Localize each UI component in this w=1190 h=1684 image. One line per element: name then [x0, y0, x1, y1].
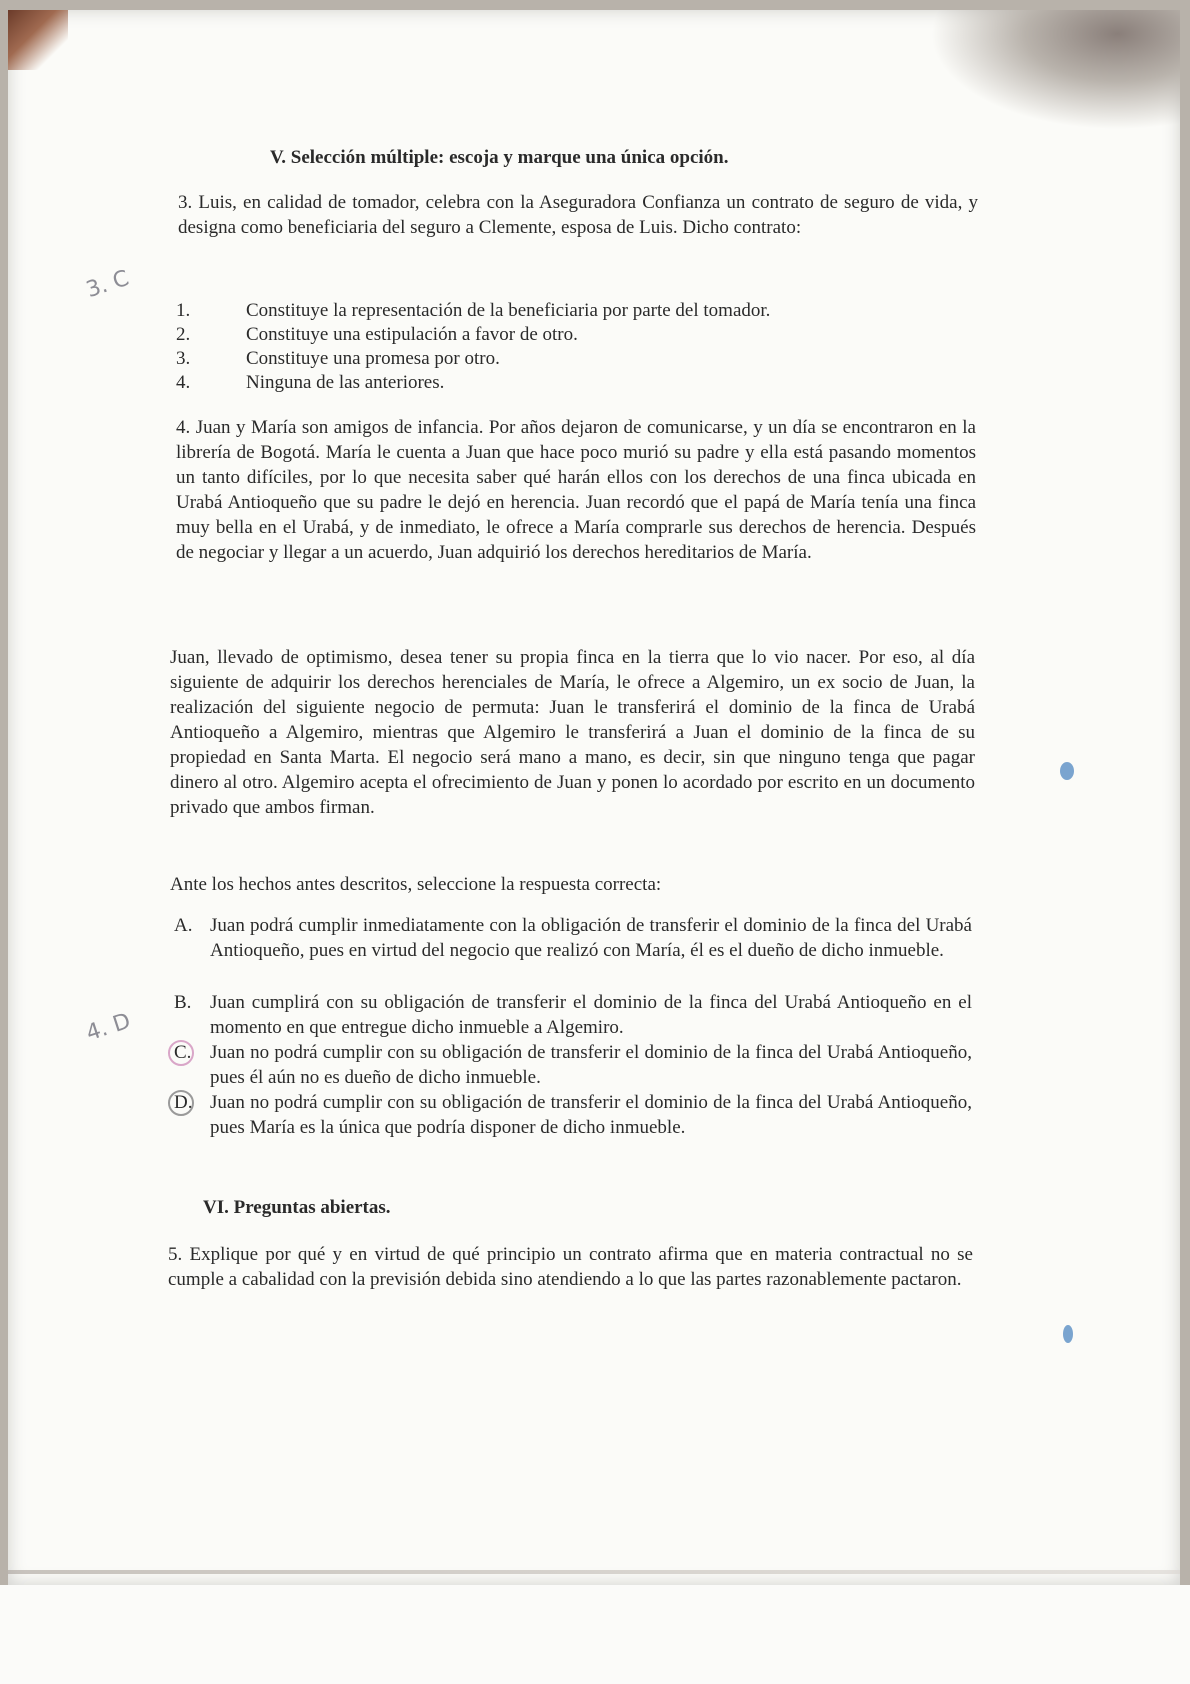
question-3-text: 3. Luis, en calidad de tomador, celebra con la Aseguradora Confianza un contrato de seguro de vida, y designa como beneficiaria del seguro a Clemente, esposa de Luis. Dicho contrato:	[178, 192, 978, 238]
section-vi-heading: VI. Preguntas abiertas.	[203, 1197, 391, 1218]
handwritten-answer-mark: 3. C	[83, 265, 133, 304]
q3-option-2	[176, 322, 976, 347]
question-4-paragraph-2: Juan, llevado de optimismo, desea tener su propia finca en la tierra que lo vio nacer. Por eso, al día siguiente de adquirir los derechos herenciales de María, le ofrece a Algemiro, un ex socio de Juan, la realización del siguiente negocio de permuta: Juan le transferirá el dominio de la finca de Urabá Antioqueño a Algemiro, mientras que Algemiro le transferirá a Juan el dominio de la finca de su propiedad en Santa Marta. El negocio será mano a mano, es decir, sin que ninguno tenga que pagar dinero al otro. Algemiro acepta el ofrecimiento de Juan y ponen lo acordado por escrito en un documento privado que ambos firman.	[170, 647, 975, 818]
question-5-text: 5. Explique por qué y en virtud de qué principio un contrato afirma que en materia contractual no se cumple a cabalidad con la previsión debida sino atendiendo a lo que las partes razonablemente pactaron.	[168, 1244, 973, 1290]
handwritten-answer-mark: 4. D	[83, 1008, 134, 1047]
document-page	[8, 10, 1180, 1585]
photo-background-corner	[930, 10, 1180, 130]
option-number: A.	[174, 915, 193, 936]
option-number: 2.	[176, 324, 191, 345]
option-text: Ninguna de las anteriores.	[246, 372, 445, 393]
option-text: Constituye una estipulación a favor de otro.	[246, 324, 578, 345]
option-text: Juan no podrá cumplir con su obligación de transferir el dominio de la finca del Urabá Antioqueño, pues María es la única que podría disponer de dicho inmueble.	[210, 1092, 972, 1138]
option-number: 3.	[176, 348, 191, 369]
option-number: 4.	[176, 372, 191, 393]
option-text: Juan no podrá cumplir con su obligación de transferir el dominio de la finca del Urabá Antioqueño, pues él aún no es dueño de dicho inmueble.	[210, 1042, 972, 1088]
question-4-instruction: Ante los hechos antes descritos, seleccione la respuesta correcta:	[170, 874, 662, 895]
background-surface	[0, 1585, 1190, 1684]
option-text: Juan podrá cumplir inmediatamente con la obligación de transferir el dominio de la finca del Urabá Antioqueño, pues en virtud del negocio que realizó con María, él es el dueño de dicho inmueble.	[210, 915, 972, 961]
option-text: Constituye una promesa por otro.	[246, 348, 500, 369]
q3-option-4	[176, 370, 976, 395]
q4-option-c	[174, 1040, 974, 1090]
q4-option-a	[174, 913, 974, 988]
option-number: 1.	[176, 300, 191, 321]
q3-option-3	[176, 346, 976, 371]
option-number: C.	[174, 1042, 192, 1063]
blue-ink-dot	[1060, 762, 1074, 780]
section-v-heading: V. Selección múltiple: escoja y marque una única opción.	[270, 147, 729, 168]
option-number: D.	[174, 1092, 193, 1113]
q4-option-d	[174, 1090, 974, 1165]
option-text: Juan cumplirá con su obligación de transferir el dominio de la finca del Urabá Antioqueño en el momento en que entregue dicho inmueble a Algemiro.	[210, 992, 972, 1038]
q3-option-1	[176, 298, 976, 323]
blue-ink-dot	[1063, 1325, 1073, 1343]
photo-background-corner	[8, 10, 68, 70]
option-number: B.	[174, 992, 192, 1013]
page-edge-shadow	[8, 1570, 1180, 1574]
option-text: Constituye la representación de la beneficiaria por parte del tomador.	[246, 300, 771, 321]
question-4-paragraph-1: 4. Juan y María son amigos de infancia. Por años dejaron de comunicarse, y un día se encontraron en la librería de Bogotá. María le cuenta a Juan que hace poco murió su padre y ella está pasando momentos un tanto difíciles, por lo que necesita saber qué harán ellos con los derechos de una finca ubicada en Urabá Antioqueño que su padre le dejó en herencia. Juan recordó que el papá de María tenía una finca muy bella en el Urabá, y de inmediato, le ofrece a María comprarle sus derechos de herencia. Después de negociar y llegar a un acuerdo, Juan adquirió los derechos hereditarios de María.	[176, 417, 976, 563]
q4-option-b	[174, 990, 974, 1040]
